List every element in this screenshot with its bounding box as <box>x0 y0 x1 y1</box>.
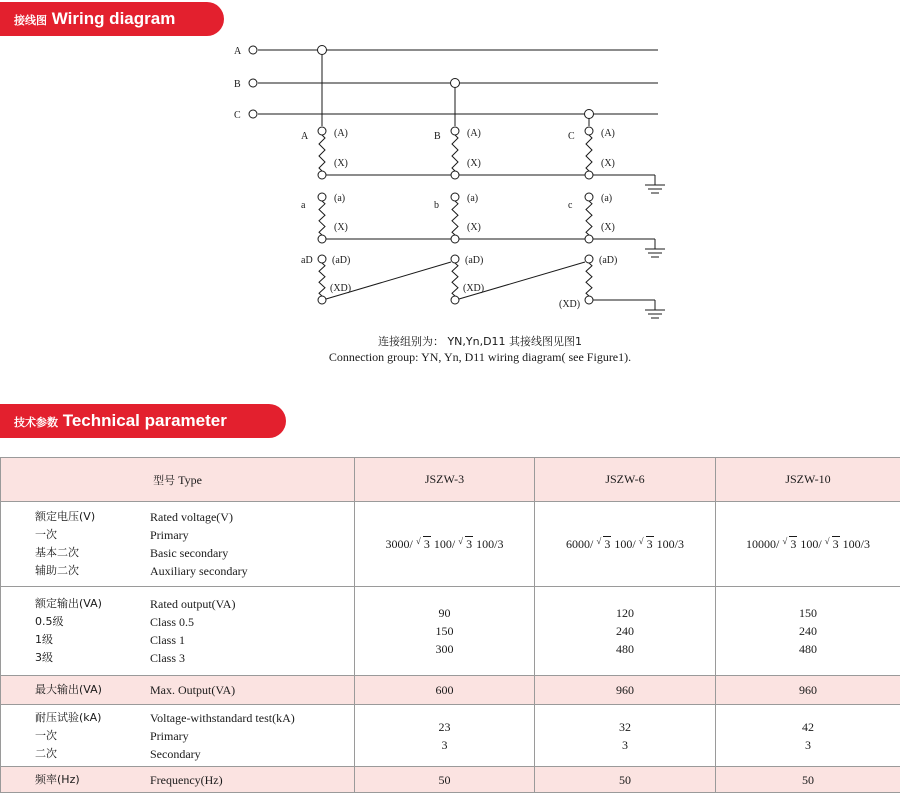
primary-bottom-label: (X) <box>334 158 348 169</box>
aux-terminal-label: aD <box>301 255 313 266</box>
winding-terminal <box>451 193 459 201</box>
secondary-top-label: (a) <box>334 193 345 204</box>
primary-bottom-label: (X) <box>467 158 481 169</box>
rated-voltage-value: 10000/ √ 3 100/ √ 3 100/3 <box>716 502 900 587</box>
winding-coil <box>586 135 592 171</box>
wiring-title-cn: 接线图 <box>14 14 47 27</box>
winding-terminal <box>451 127 459 135</box>
frequency-value: 50 <box>355 767 535 793</box>
model-header: JSZW-3 <box>355 458 535 502</box>
withstand-test-row <box>1 705 900 767</box>
max-output-label: 最大输出(VA) Max. Output(VA) <box>1 676 355 705</box>
winding-coil <box>586 201 592 235</box>
primary-terminal-label: C <box>568 131 575 142</box>
rated-output-row <box>1 587 900 676</box>
winding-coil <box>319 201 325 235</box>
withstand-test-value: 42 3 <box>716 705 900 767</box>
connection-caption-cn: 连接组别为： YN,Yn,D11 其接线图见图1 <box>280 333 680 349</box>
rated-voltage-value: 6000/ √ 3 100/ √ 3 100/3 <box>535 502 716 587</box>
winding-terminal <box>318 127 326 135</box>
tech-title-cn: 技术参数 <box>14 416 58 429</box>
aux-bottom-label: (XD) <box>559 299 580 310</box>
technical-parameter-table <box>0 457 900 793</box>
winding-terminal <box>451 171 459 179</box>
phase-label: B <box>234 79 241 90</box>
phase-label: C <box>234 110 241 121</box>
winding-terminal <box>318 255 326 263</box>
secondary-bottom-label: (X) <box>467 222 481 233</box>
winding-coil <box>452 135 458 171</box>
winding-terminal <box>585 255 593 263</box>
secondary-top-label: (a) <box>601 193 612 204</box>
max-output-value: 960 <box>716 676 900 705</box>
frequency-value: 50 <box>716 767 900 793</box>
secondary-terminal-label: a <box>301 200 306 211</box>
winding-terminal <box>451 255 459 263</box>
winding-coil <box>586 263 592 296</box>
winding-terminal <box>585 127 593 135</box>
winding-terminal <box>318 193 326 201</box>
winding-coil <box>319 263 325 296</box>
secondary-bottom-label: (X) <box>601 222 615 233</box>
winding-terminal <box>585 296 593 304</box>
connection-caption-en: Connection group: YN, Yn, D11 wiring diagram( see Figure1). <box>280 350 680 365</box>
aux-top-label: (aD) <box>599 255 617 266</box>
tech-title-en: Technical parameter <box>63 411 227 430</box>
wiring-title-en: Wiring diagram <box>52 9 176 28</box>
rated-voltage-label: 额定电压(V) Rated voltage(V) 一次 Primary 基本二次 Basic secondary 辅助二次 Auxiliary secondary <box>1 502 355 587</box>
winding-terminal <box>318 296 326 304</box>
winding-coil <box>319 135 325 171</box>
primary-terminal-label: B <box>434 131 441 142</box>
junction-node <box>451 79 460 88</box>
rated-voltage-row <box>1 502 900 587</box>
max-output-value: 600 <box>355 676 535 705</box>
winding-terminal <box>451 235 459 243</box>
primary-top-label: (A) <box>467 128 481 139</box>
phase-terminal <box>249 79 257 87</box>
secondary-terminal-label: b <box>434 200 439 211</box>
frequency-value: 50 <box>535 767 716 793</box>
winding-coil <box>452 263 458 296</box>
rated-output-value: 90 150 300 <box>355 587 535 676</box>
phase-label: A <box>234 46 242 57</box>
winding-terminal <box>318 171 326 179</box>
winding-terminal <box>318 235 326 243</box>
winding-terminal <box>585 235 593 243</box>
rated-output-value: 150 240 480 <box>716 587 900 676</box>
max-output-value: 960 <box>535 676 716 705</box>
secondary-terminal-label: c <box>568 200 573 211</box>
primary-top-label: (A) <box>601 128 615 139</box>
primary-terminal-label: A <box>301 131 309 142</box>
aux-top-label: (aD) <box>465 255 483 266</box>
frequency-row <box>1 767 900 793</box>
winding-terminal <box>585 171 593 179</box>
aux-bottom-label: (XD) <box>463 283 484 294</box>
model-header: JSZW-6 <box>535 458 716 502</box>
withstand-test-label: 耐压试验(kA) Voltage-withstandard test(kA) 一次 Primary 二次 Secondary <box>1 705 355 767</box>
technical-parameter-banner <box>0 404 286 438</box>
junction-node <box>318 46 327 55</box>
junction-node <box>585 110 594 119</box>
secondary-top-label: (a) <box>467 193 478 204</box>
type-header: 型号 Type <box>1 458 355 502</box>
primary-bottom-label: (X) <box>601 158 615 169</box>
phase-terminal <box>249 46 257 54</box>
model-header: JSZW-10 <box>716 458 900 502</box>
withstand-test-value: 32 3 <box>535 705 716 767</box>
aux-top-label: (aD) <box>332 255 350 266</box>
rated-output-value: 120 240 480 <box>535 587 716 676</box>
rated-output-label: 额定输出(VA) Rated output(VA) 0.5级 Class 0.5 1级 Class 1 3级 Class 3 <box>1 587 355 676</box>
table-header-row <box>1 458 900 502</box>
winding-terminal <box>585 193 593 201</box>
phase-terminal <box>249 110 257 118</box>
winding-coil <box>452 201 458 235</box>
aux-bottom-label: (XD) <box>330 283 351 294</box>
frequency-label: 频率(Hz) Frequency(Hz) <box>1 767 355 793</box>
primary-top-label: (A) <box>334 128 348 139</box>
max-output-row <box>1 676 900 705</box>
rated-voltage-value: 3000/ √ 3 100/ √ 3 100/3 <box>355 502 535 587</box>
secondary-bottom-label: (X) <box>334 222 348 233</box>
withstand-test-value: 23 3 <box>355 705 535 767</box>
winding-terminal <box>451 296 459 304</box>
